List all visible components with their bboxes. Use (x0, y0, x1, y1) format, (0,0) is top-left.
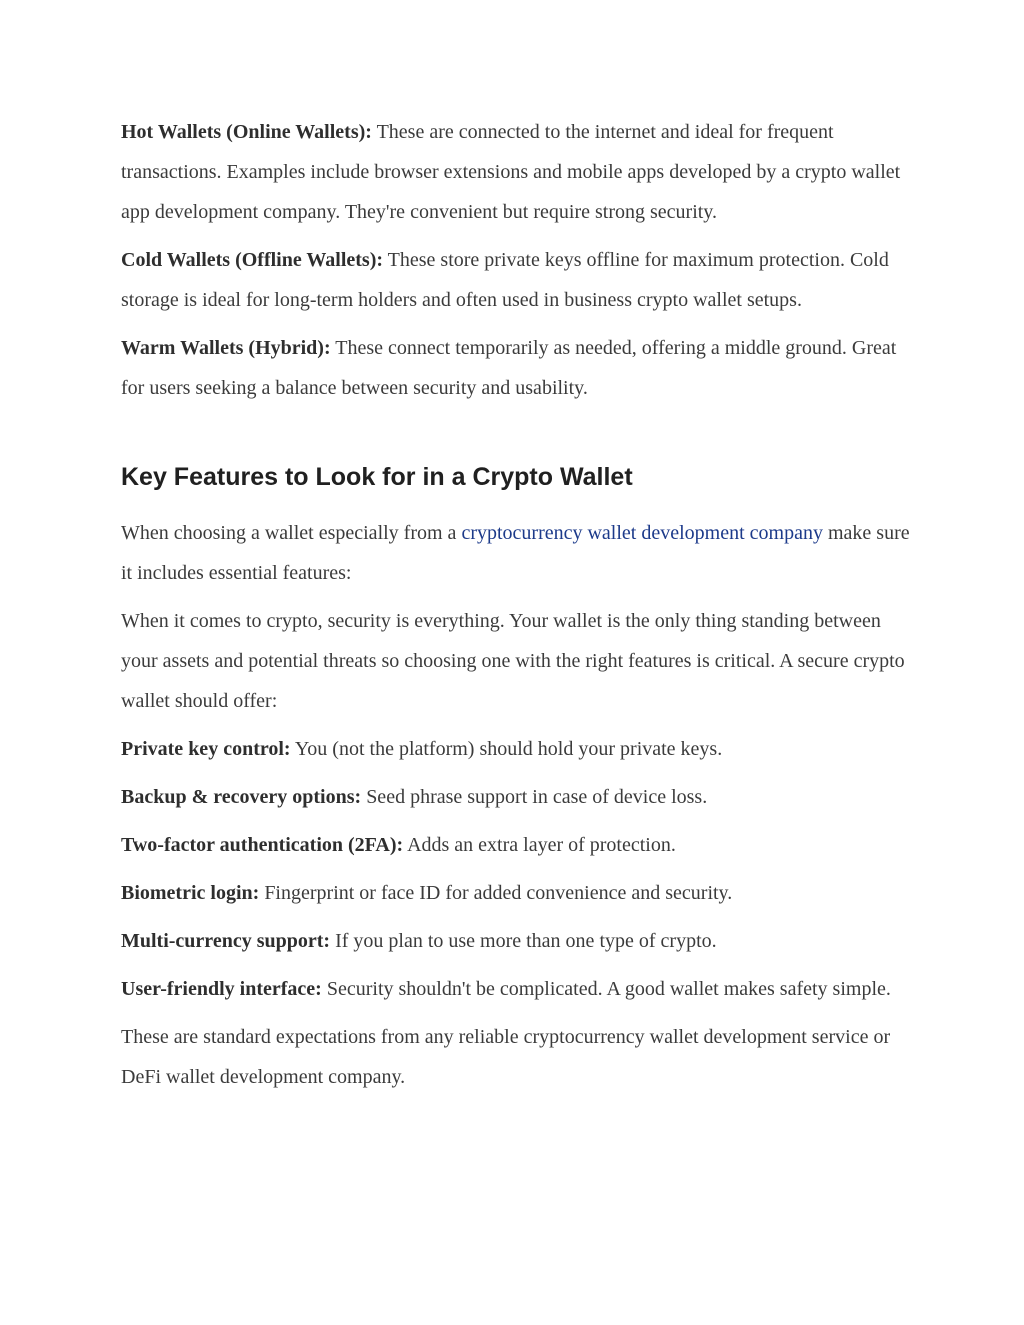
wallet-type-warm (121, 328, 911, 408)
feature-description: Fingerprint or face ID for added convenience and security. (259, 882, 733, 904)
wallet-type-hot (121, 112, 911, 232)
feature-item (121, 729, 911, 769)
intro-paragraph (121, 513, 911, 593)
feature-label: Biometric login: (121, 882, 260, 904)
security-paragraph: When it comes to crypto, security is everything. Your wallet is the only thing standing between your assets and potential threats so choosing one with the right features is critical. A secure crypto wallet should offer: (121, 610, 905, 712)
feature-description: Adds an extra layer of protection. (403, 834, 676, 856)
feature-label: User-friendly interface: (121, 978, 322, 1000)
feature-description: You (not the platform) should hold your private keys. (290, 738, 723, 760)
wallet-type-description: These are connected to the internet and ideal for frequent transactions. Examples include browser extensions and mobile apps developed by a crypto wallet app development company. They're convenient but require strong security. (121, 121, 901, 223)
wallet-type-cold (121, 240, 911, 320)
closing-paragraph: These are standard expectations from any reliable cryptocurrency wallet development service or DeFi wallet development company. (121, 1026, 891, 1088)
wallet-type-description: These store private keys offline for maximum protection. Cold storage is ideal for long-term holders and often used in business crypto wallet setups. (121, 249, 889, 311)
intro-text-before: When choosing a wallet especially from a (121, 522, 462, 544)
feature-item (121, 921, 911, 961)
wallet-type-description: These connect temporarily as needed, offering a middle ground. Great for users seeking a balance between security and usability. (121, 337, 897, 399)
feature-label: Private key control: (121, 738, 291, 760)
wallet-development-company-link[interactable]: cryptocurrency wallet development company (461, 522, 823, 544)
feature-description: Seed phrase support in case of device loss. (361, 786, 708, 808)
feature-description: If you plan to use more than one type of crypto. (330, 930, 717, 952)
wallet-type-label: Hot Wallets (Online Wallets): (121, 121, 372, 143)
feature-label: Two-factor authentication (2FA): (121, 834, 404, 856)
feature-item (121, 825, 911, 865)
feature-item (121, 969, 911, 1009)
wallet-type-label: Warm Wallets (Hybrid): (121, 337, 331, 359)
intro-text-after: make sure it includes essential features: (121, 522, 910, 584)
feature-item (121, 777, 911, 817)
wallet-type-label: Cold Wallets (Offline Wallets): (121, 249, 384, 271)
document-page (121, 112, 911, 1105)
feature-label: Multi-currency support: (121, 930, 331, 952)
section-heading: Key Features to Look for in a Crypto Wallet (121, 463, 633, 491)
feature-label: Backup & recovery options: (121, 786, 362, 808)
feature-description: Security shouldn't be complicated. A good wallet makes safety simple. (321, 978, 891, 1000)
feature-item (121, 873, 911, 913)
